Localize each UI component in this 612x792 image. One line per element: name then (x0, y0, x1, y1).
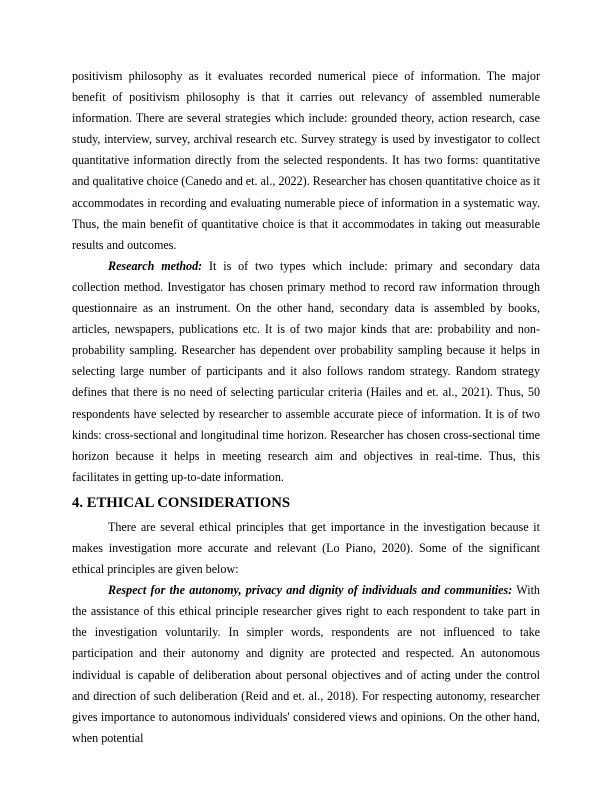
section-heading-ethical-considerations: 4. ETHICAL CONSIDERATIONS (72, 494, 291, 511)
document-page (72, 66, 540, 749)
paragraph-ethical-intro: There are several ethical principles that get importance in the investigation because it makes investigation more accurate and relevant (Lo Piano, 2020). Some of the significant ethical principles are given below: (72, 519, 540, 577)
autonomy-lead-in: Respect for the autonomy, privacy and dignity of individuals and communities: (108, 583, 513, 598)
paragraph-research-method (72, 256, 540, 488)
paragraph-autonomy (72, 580, 540, 749)
autonomy-body: With the assistance of this ethical principle researcher gives right to each respondent to take part in the investigation voluntarily. In simpler words, respondents are not influenced to take participation and their autonomy and dignity are protected and respected. An autonomous individual is capable of deliberation about personal objectives and of acting under the control and direction of such deliberation (Reid and et. al., 2018). For respecting autonomy, researcher gives importance to autonomous individuals' considered views and opinions. On the other hand, when potential (72, 583, 540, 745)
paragraph-positivism: positivism philosophy as it evaluates recorded numerical piece of information. The major benefit of positivism philosophy is that it carries out relevancy of assembled numerable information. There are several strategies which include: grounded theory, action research, case study, interview, survey, archival research etc. Survey strategy is used by investigator to collect quantitative information directly from the selected respondents. It has two forms: quantitative and qualitative choice (Canedo and et. al., 2022). Researcher has chosen quantitative choice as it accommodates in recording and evaluating numerable piece of information in a systematic way. Thus, the main benefit of quantitative choice is that it accommodates in taking out measurable results and outcomes. (72, 69, 540, 252)
research-method-lead-in: Research method: (108, 258, 203, 273)
research-method-body: It is of two types which include: primary and secondary data collection method. Investigator has chosen primary method to record raw information through questionnaire as an instrument. On the other hand, secondary data is assembled by books, articles, newspapers, publications etc. It is of two major kinds that are: probability and non-probability sampling. Researcher has dependent over probability sampling because it helps in selecting large number of participants and it also follows random strategy. Random strategy defines that there is no need of selecting particular criteria (Hailes and et. al., 2021). Thus, 50 respondents have selected by researcher to assemble accurate piece of information. It is of two kinds: cross-sectional and longitudinal time horizon. Researcher has chosen cross-sectional time horizon because it helps in meeting research aim and objectives in real-time. Thus, this facilitates in getting up-to-date information. (72, 258, 540, 484)
